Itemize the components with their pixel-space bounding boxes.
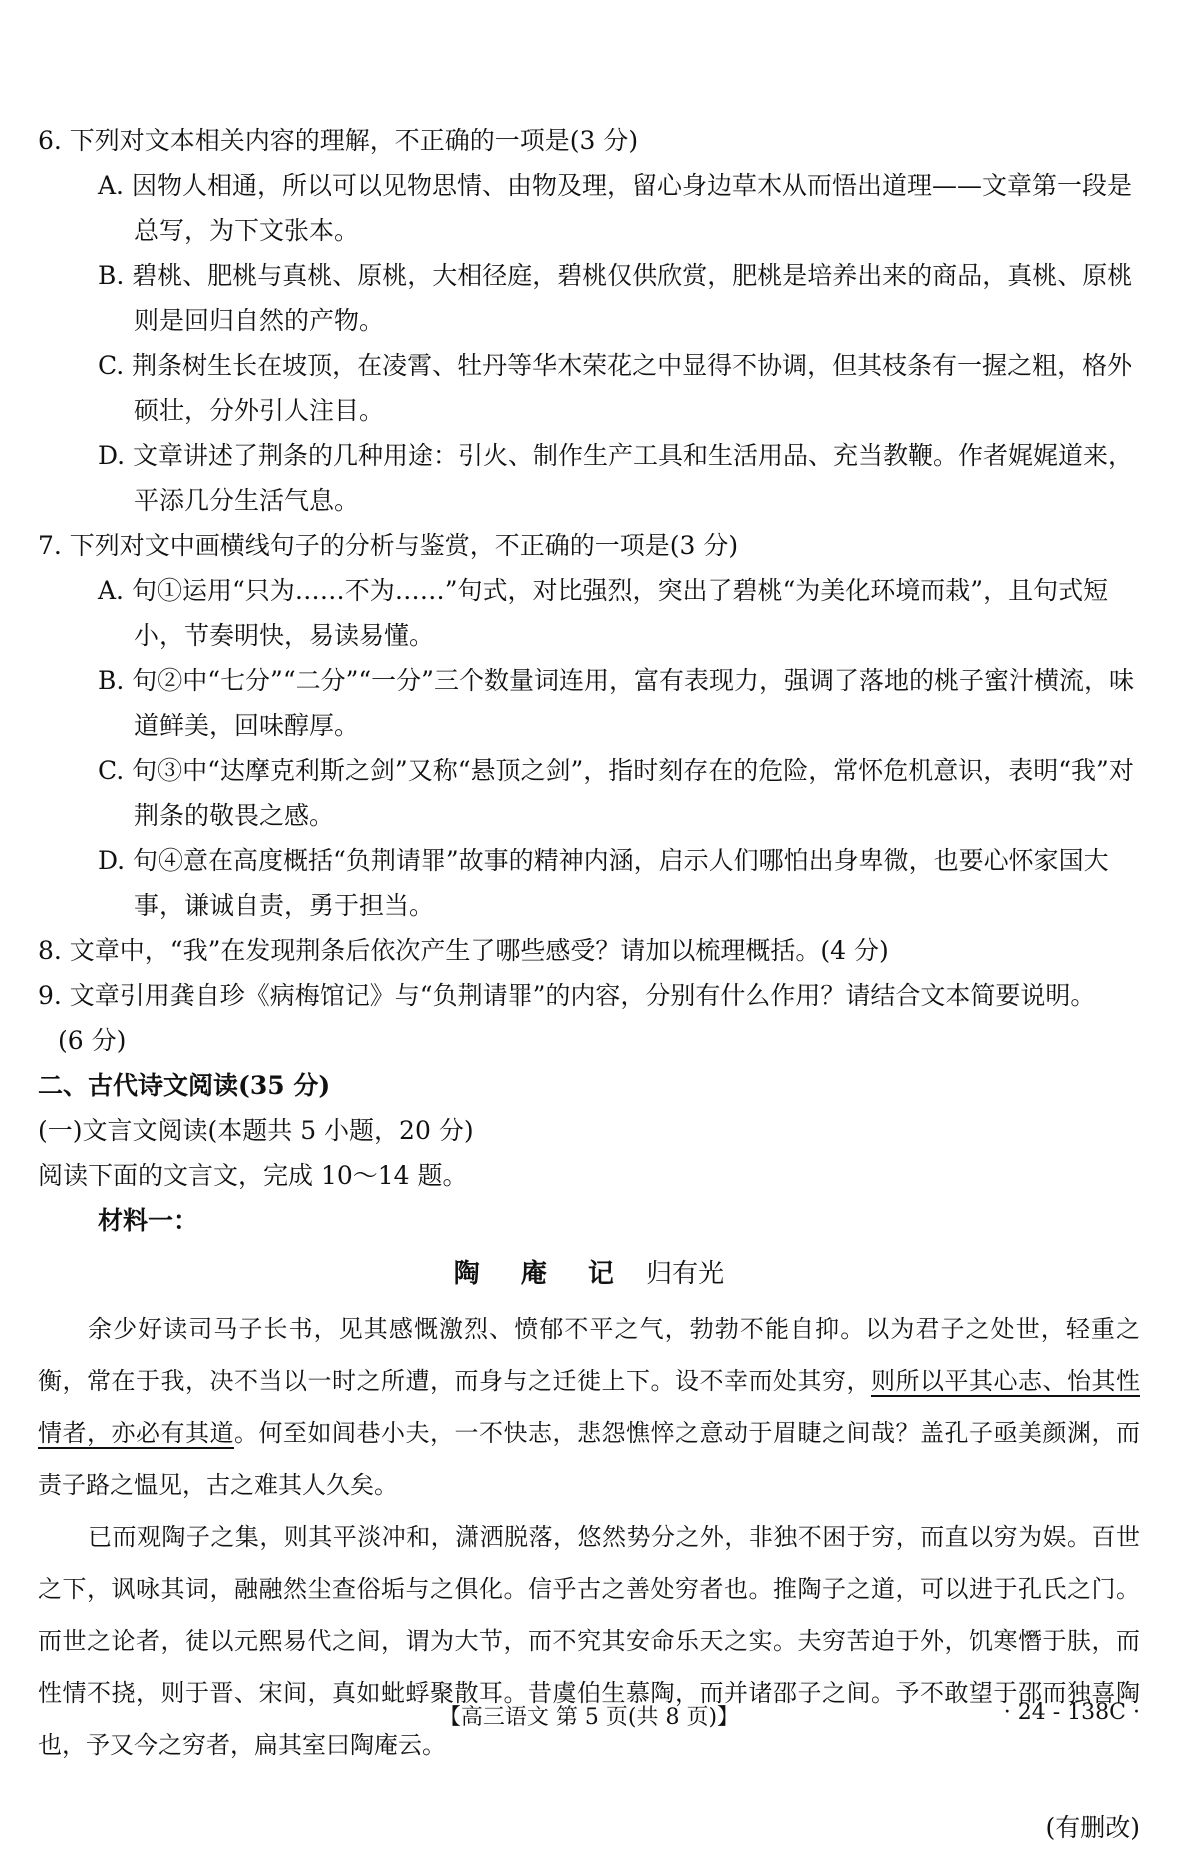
subsection-heading: (一)文言文阅读(本题共 5 小题，20 分) bbox=[38, 1116, 474, 1145]
underlined-sentence: 则所以平其心志、怡其性情者，亦必有其道 bbox=[38, 1367, 1140, 1447]
question-7-option-c: C. 句③中“达摩克利斯之剑”又称“悬顶之剑”，指时刻存在的危险，常怀危机意识，表明“我”对荆条的敬畏之感。 bbox=[98, 756, 1134, 830]
question-7-option-a: A. 句①运用“只为……不为……”句式，对比强烈，突出了碧桃“为美化环境而栽”，且句式短小，节奏明快，易读易懂。 bbox=[98, 576, 1109, 650]
question-6-option-d: D. 文章讲述了荆条的几种用途：引火、制作生产工具和生活用品、充当教鞭。作者娓娓道来，平添几分生活气息。 bbox=[98, 441, 1134, 515]
question-7-stem: 7. 下列对文中画横线句子的分析与鉴赏，不正确的一项是(3 分) bbox=[38, 531, 739, 560]
exam-code: · 24 - 138C · bbox=[1003, 1700, 1140, 1725]
passage-title: 陶 庵 记 bbox=[453, 1259, 630, 1289]
question-7-option-d: D. 句④意在高度概括“负荆请罪”故事的精神内涵，启示人们哪怕出身卑微，也要心怀家国大事，谦诚自责，勇于担当。 bbox=[98, 846, 1109, 920]
question-6-option-b: B. 碧桃、肥桃与真桃、原桃，大相径庭，碧桃仅供欣赏，肥桃是培养出来的商品，真桃、原桃则是回归自然的产物。 bbox=[98, 261, 1133, 335]
question-8: 8. 文章中，“我”在发现荆条后依次产生了哪些感受？请加以梳理概括。(4 分) bbox=[38, 936, 889, 965]
passage-paragraph-1 bbox=[38, 1303, 1140, 1511]
page-info: 【高三语文 第 5 页(共 8 页)】 bbox=[438, 1705, 740, 1730]
passage-p1-text-b: 。何至如闾巷小夫，一不快志，悲怨憔悴之意动于眉睫之间哉？盖孔子亟美颜渊，而责子路之愠见，古之难其人久矣。 bbox=[38, 1419, 1140, 1499]
passage-p1-text-a: 余少好读司马子长书，见其感慨激烈、愤郁不平之气，勃勃不能自抑。以为君子之处世，轻重之衡，常在于我，决不当以一时之所遭，而身与之迁徙上下。设不幸而处其穷， bbox=[38, 1315, 1140, 1395]
question-7-option-b: B. 句②中“七分”“二分”“一分”三个数量词连用，富有表现力，强调了落地的桃子蜜汁横流，味道鲜美，回味醇厚。 bbox=[98, 666, 1134, 740]
question-6-option-c: C. 荆条树生长在坡顶，在凌霄、牡丹等华木荣花之中显得不协调，但其枝条有一握之粗，格外硕壮，分外引人注目。 bbox=[98, 351, 1133, 425]
question-9-points: (6 分) bbox=[58, 1026, 127, 1055]
reading-instruction: 阅读下面的文言文，完成 10～14 题。 bbox=[38, 1161, 468, 1190]
passage-author: 归有光 bbox=[646, 1259, 725, 1289]
question-6-stem: 6. 下列对文本相关内容的理解，不正确的一项是(3 分) bbox=[38, 126, 639, 155]
passage-paragraph-2: 已而观陶子之集，则其平淡冲和，潇洒脱落，悠然势分之外，非独不困于穷，而直以穷为娱。百世之下，讽咏其词，融融然尘查俗垢与之俱化。信乎古之善处穷者也。推陶子之道，可以进于孔氏之门。而世之论者，徒以元熙易代之间，谓为大节，而不究其安命乐天之实。夫穷苦迫于外，饥寒憯于肤，而性情不挠，则于晋、宋间，真如蚍蜉聚散耳。昔虞伯生慕陶，而并诸邵子之间。予不敢望于邵而独喜陶也，予又今之穷者，扁其室曰陶庵云。 bbox=[38, 1523, 1140, 1759]
passage-title-row bbox=[38, 1249, 1140, 1299]
section-heading: 二、古代诗文阅读(35 分) bbox=[38, 1071, 331, 1100]
question-9: 9. 文章引用龚自珍《病梅馆记》与“负荆请罪”的内容，分别有什么作用？请结合文本简要说明。 bbox=[38, 981, 1096, 1010]
material-label: 材料一： bbox=[98, 1206, 199, 1235]
edit-note: (有删改) bbox=[1045, 1813, 1140, 1842]
question-6-option-a: A. 因物人相通，所以可以见物思情、由物及理，留心身边草木从而悟出道理——文章第一段是总写，为下文张本。 bbox=[98, 171, 1132, 245]
